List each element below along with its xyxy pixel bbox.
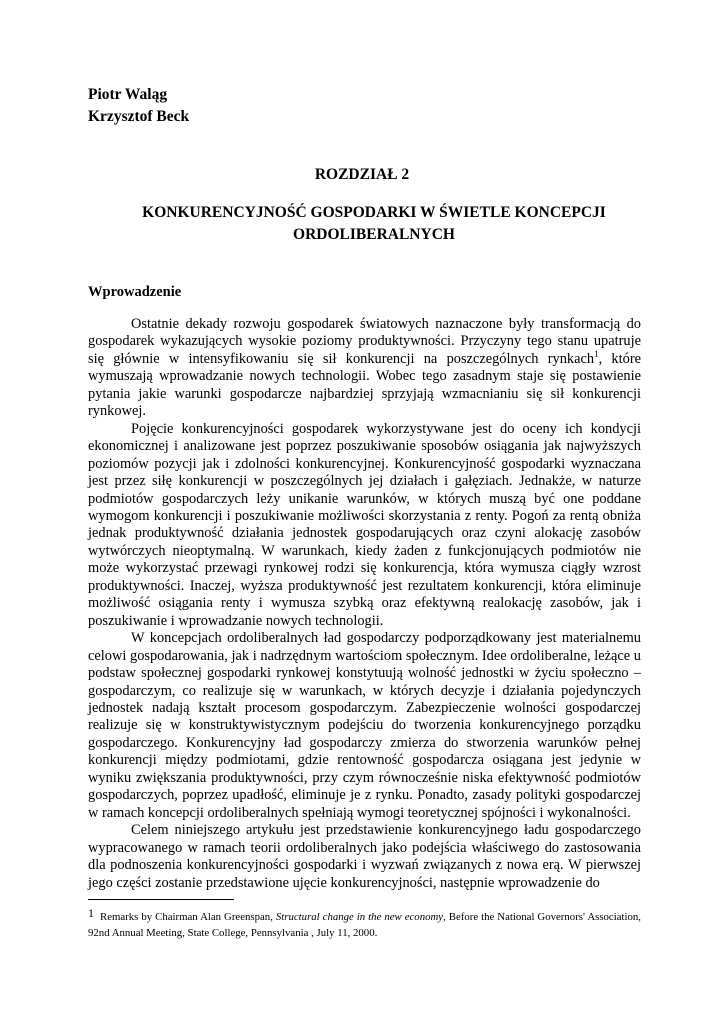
paragraph: W koncepcjach ordoliberalnych ład gospodarczy podporządkowany jest materialnemu celowi gospodarowania, jak i nadrzędnym wartościom społecznym. Idee ordoliberalne, leżące u podstaw społecznej gospodarki rynkowej konstytuują wolność jednostki w życiu społeczno – gospodarczym, co realizuje się w warunkach, w których decyzje i działania pojedynczych jednostek nadają kształt procesom gospodarczym. Zabezpieczenie wolności gospodarczej realizuje się w konstruktywistycznym podejściu do tworzenia konkurencyjnego porządku gospodarczego. Konkurencyjny ład gospodarczy zmierza do stworzenia warunków pełnej konkurencji między podmiotami, gdzie rentowność gospodarcza osiągana jest jedynie w wyniku zwiększania produktywności, przy czym równocześnie niska efektywność podmiotów gospodarczych, poprzez upadłość, eliminuje je z rynku. Ponadto, zasady polityki gospodarczej w ramach koncepcji ordoliberalnych spełniają wymogi teoretycznej spójności i wykonalności. — [88, 630, 641, 821]
chapter-title-line: ORDOLIBERALNYCH — [293, 226, 455, 243]
chapter-title-line: KONKURENCYJNOŚĆ GOSPODARKI W ŚWIETLE KONCEPCJI — [142, 204, 606, 221]
section-heading: Wprowadzenie — [88, 284, 182, 300]
footnote-separator — [88, 899, 234, 900]
author-name: Krzysztof Beck — [88, 108, 190, 125]
footnote-reference: 1 — [594, 349, 599, 360]
paragraph: Pojęcie konkurencyjności gospodarek wykorzystywane jest do oceny ich kondycji ekonomicznej i analizowane jest poprzez poszukiwanie sposobów osiągania jak najwyższych poziomów pozycji jak i zdolności konkurencyjnej. Konkurencyjność gospodarki wyznaczana jest przez siłę konkurencji w poszczególnych jej działach i gałęziach. Jednakże, w naturze podmiotów gospodarczych leży unikanie warunków, w których muszą być one poddane wymogom konkurencji i poszukiwanie możliwości skorzystania z renty. Pogoń za rentą obniża jednak produktywność działania jednostek gospodarujących oraz czyni alokację zasobów wytwórczych nieoptymalną. W warunkach, kiedy żaden z funkcjonujących podmiotów nie może wykorzystać przewagi rynkowej rodzi się konkurencja, która wymusza ciągły wzrost produktywności. Inaczej, wyższa produktywność jest rezultatem konkurencji, która eliminuje możliwość osiągania renty i wymusza szybką oraz efektywną realokację zasobów, jak i poszukiwanie i wprowadzanie nowych technologii. — [88, 420, 641, 629]
author-list — [88, 84, 189, 128]
footnote — [88, 905, 641, 941]
paragraph: Celem niniejszego artykułu jest przedstawienie konkurencyjnego ładu gospodarczego wypracowanego w ramach teorii ordoliberalnych jako podejścia właściwego do zastosowania dla podnoszenia konkurencyjności gospodarki i wyzwań związanych z nowa erą. W pierwszej jego części zostanie przedstawione ujęcie konkurencyjności, następnie wprowadzenie do — [88, 822, 641, 891]
author-name: Piotr Waląg — [88, 86, 168, 103]
footnote-title: Structural change in the new economy — [275, 911, 444, 923]
paragraph — [88, 316, 641, 421]
paragraph-text: Ostatnie dekady rozwoju gospodarek światowych naznaczone były transformacją do gospodarek wykazujących wysokie poziomy produktywności. Przyczyny tego stanu upatruje się głównie w intensyfikowaniu się sił konkurencji na poszczególnych rynkach — [88, 316, 641, 367]
chapter-heading: ROZDZIAŁ 2 — [314, 166, 410, 183]
footnote-text: Remarks by Chairman Alan Greenspan, — [100, 911, 276, 923]
footnote-text: , Before the National Governors' Association, 92nd Annual Meeting, State College, Pennsylvania , July 11, 2000. — [88, 911, 641, 939]
footnote-number: 1 — [88, 906, 94, 920]
paragraph-text: , które wymuszają wprowadzanie nowych technologii. Wobec tego zasadnym staje się postawienie pytania jakie warunki gospodarcze najbardziej sprzyjają wzmacnianiu się sił konkurencji rynkowej. — [88, 350, 641, 420]
body-text — [88, 316, 641, 892]
chapter-title — [100, 202, 648, 246]
